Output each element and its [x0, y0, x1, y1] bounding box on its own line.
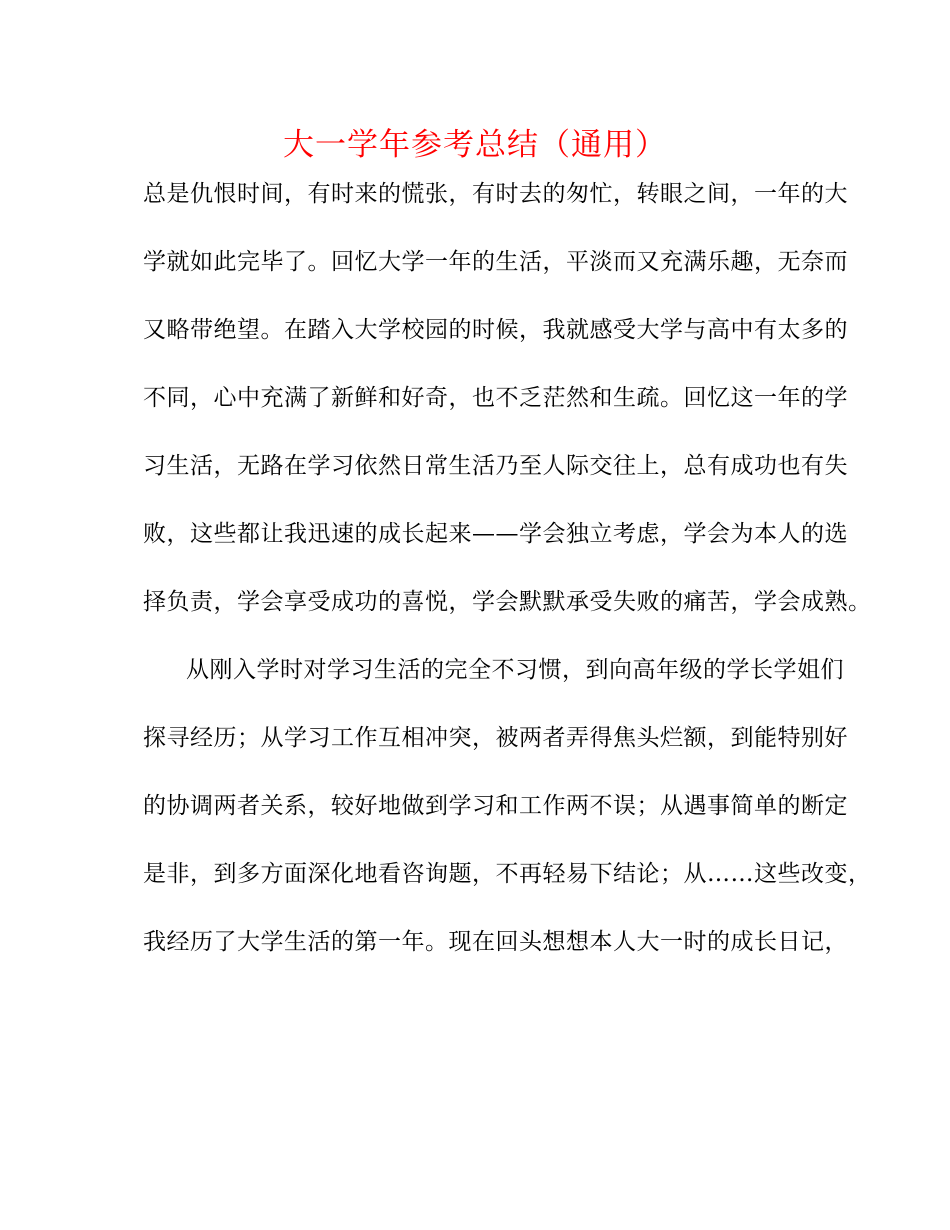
- paragraph-line: 从刚入学时对学习生活的完全不习惯，到向高年级的学长学姐们: [186, 657, 844, 683]
- paragraph-line: 习生活，无路在学习依然日常生活乃至人际交往上，总有成功也有失: [143, 453, 848, 479]
- paragraph-line: 探寻经历；从学习工作互相冲突，被两者弄得焦头烂额，到能特别好: [143, 725, 848, 751]
- paragraph-line: 不同，心中充满了新鲜和好奇，也不乏茫然和生疏。回忆这一年的学: [143, 385, 848, 411]
- paragraph-line: 的协调两者关系，较好地做到学习和工作两不误；从遇事简单的断定: [143, 793, 848, 819]
- paragraph-line: 我经历了大学生活的第一年。现在回头想想本人大一时的成长日记，: [143, 929, 848, 955]
- paragraph-line: 是非，到多方面深化地看咨询题，不再轻易下结论；从……这些改变，: [143, 861, 872, 887]
- paragraph-line: 总是仇恨时间，有时来的慌张，有时去的匆忙，转眼之间，一年的大: [143, 181, 848, 207]
- paragraph-line: 又略带绝望。在踏入大学校园的时候，我就感受大学与高中有太多的: [143, 317, 848, 343]
- paragraph-line: 择负责，学会享受成功的喜悦，学会默默承受失败的痛苦，学会成熟。: [143, 589, 872, 615]
- paragraph-line: 学就如此完毕了。回忆大学一年的生活，平淡而又充满乐趣，无奈而: [143, 249, 848, 275]
- paragraph-line: 败，这些都让我迅速的成长起来——学会独立考虑，学会为本人的选: [143, 521, 848, 547]
- document-title: 大一学年参考总结（通用）: [283, 127, 667, 163]
